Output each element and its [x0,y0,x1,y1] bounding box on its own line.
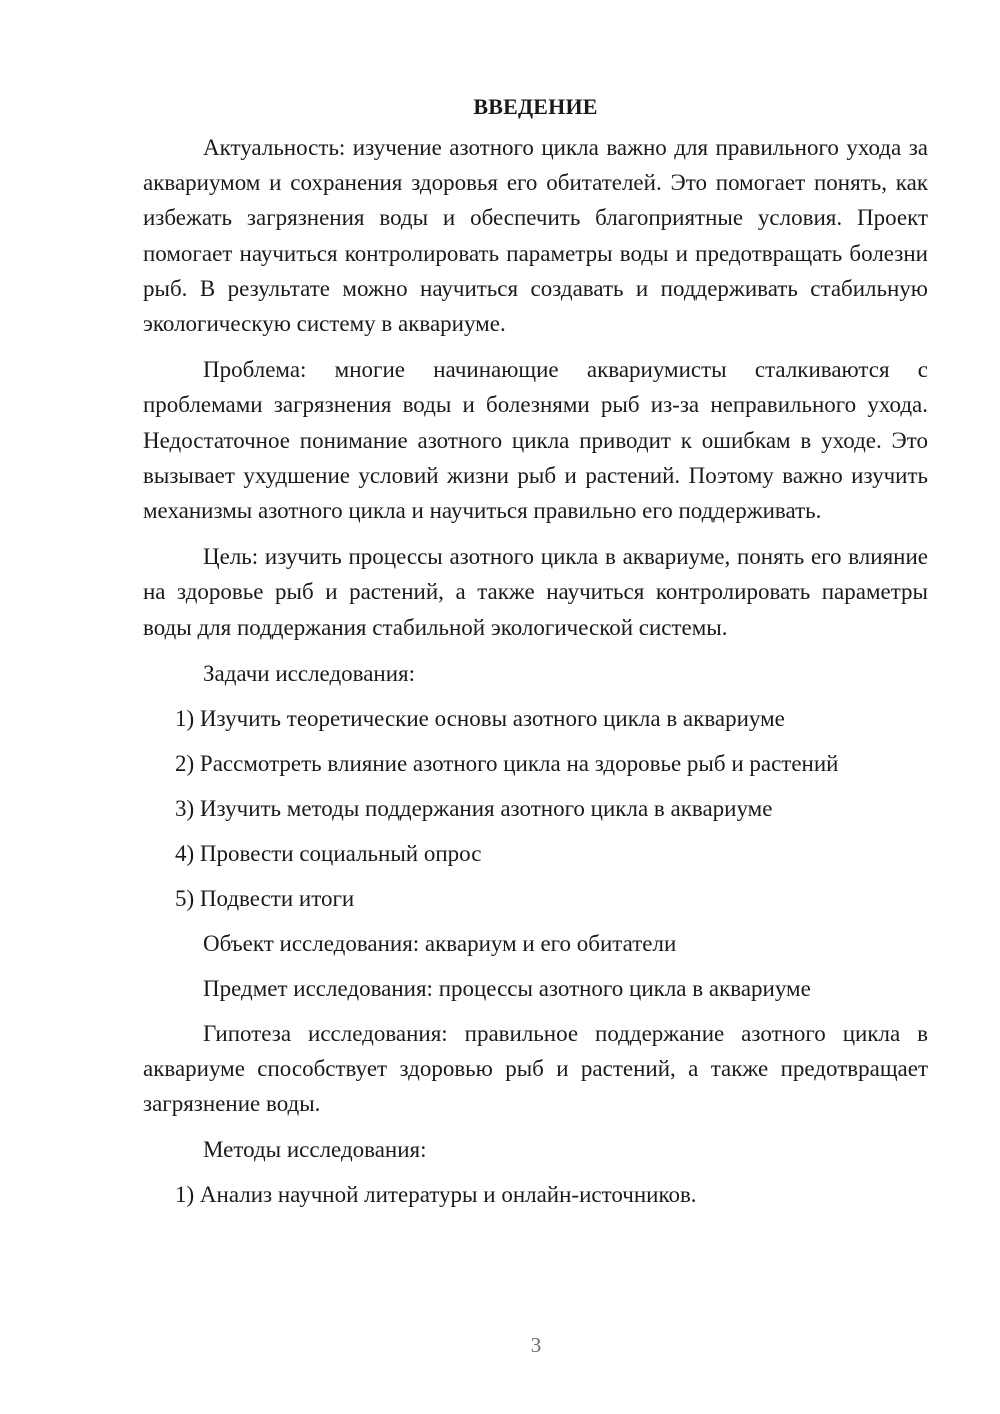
hypothesis-paragraph: Гипотеза исследования: правильное поддержание азотного цикла в аквариуме способствует здоровью рыб и растений, а также предотвращает загрязнение воды. [143,1020,928,1117]
list-item: 1) Анализ научной литературы и онлайн-источников. [175,1182,697,1208]
tasks-title: Задачи исследования: [203,660,416,686]
methods-title: Методы исследования: [203,1137,427,1163]
page-number: 3 [530,1333,542,1357]
goal-paragraph: Цель: изучить процессы азотного цикла в аквариуме, понять его влияние на здоровье рыб и растений, а также научиться контролировать параметры воды для поддержания стабильной экологической системы. [143,544,928,640]
document-page [143,92,928,1222]
list-item: 3) Изучить методы поддержания азотного цикла в аквариуме [175,795,773,821]
relevance-paragraph: Актуальность: изучение азотного цикла важно для правильного ухода за аквариумом и сохранения здоровья его обитателей. Это помогает понять, как избежать загрязнения воды и обеспечить благоприятные условия. Проект помогает научиться контролировать параметры воды и предотвращать болезни рыб. В результате можно научиться создавать и поддерживать стабильную экологическую систему в аквариуме. [143,135,928,337]
research-object: Объект исследования: аквариум и его обитатели [203,930,677,956]
list-item: 4) Провести социальный опрос [175,840,482,866]
methods-list [143,1177,928,1212]
problem-paragraph: Проблема: многие начинающие аквариумисты сталкиваются с проблемами загрязнения воды и болезнями рыб из-за неправильного ухода. Недостаточное понимание азотного цикла приводит к ошибкам в уходе. Это вызывает ухудшение условий жизни рыб и растений. Поэтому важно изучить механизмы азотного цикла и научиться правильно его поддерживать. [143,357,928,524]
list-item: 2) Рассмотреть влияние азотного цикла на здоровье рыб и растений [175,750,839,776]
section-heading: ВВЕДЕНИЕ [473,94,598,119]
research-subject: Предмет исследования: процессы азотного цикла в аквариуме [203,975,811,1001]
list-item: 1) Изучить теоретические основы азотного цикла в аквариуме [175,705,785,731]
list-item: 5) Подвести итоги [175,885,355,911]
tasks-list [143,701,928,916]
